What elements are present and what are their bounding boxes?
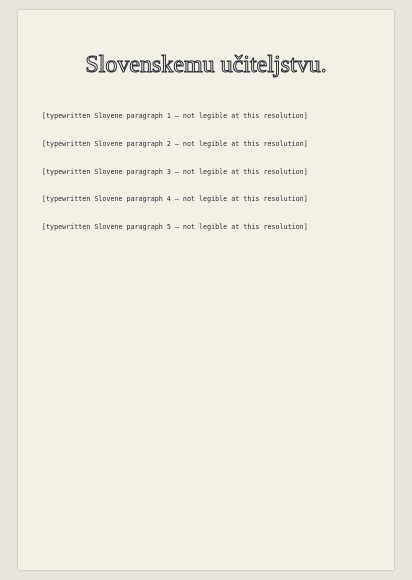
paragraph-1: [typewritten Slovene paragraph 1 — not legible at this resolution] xyxy=(42,112,308,121)
heading-text: Slovenskemu učiteljstvu. xyxy=(85,52,327,78)
paragraph-5: [typewritten Slovene paragraph 5 — not legible at this resolution] xyxy=(42,222,308,231)
heading-lettering xyxy=(76,40,336,84)
typewritten-body xyxy=(42,94,374,250)
paragraph-2: [typewritten Slovene paragraph 2 — not legible at this resolution] xyxy=(42,140,308,149)
heading xyxy=(76,40,336,84)
document-page xyxy=(18,10,394,570)
paragraph-4: [typewritten Slovene paragraph 4 — not legible at this resolution] xyxy=(42,195,308,204)
paragraph-3: [typewritten Slovene paragraph 3 — not legible at this resolution] xyxy=(42,167,308,176)
